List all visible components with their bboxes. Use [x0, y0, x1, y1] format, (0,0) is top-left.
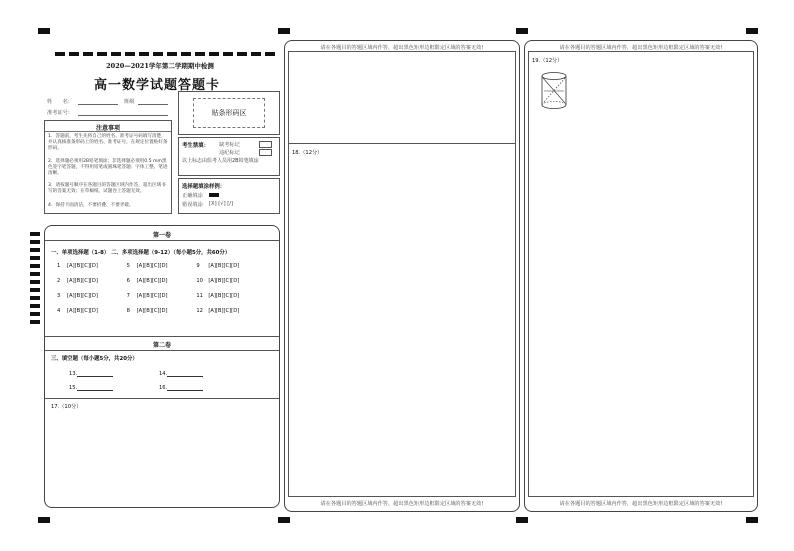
name-label: 姓 名：: [47, 99, 73, 105]
answer-panel-3: [524, 40, 758, 512]
blank-13[interactable]: 13.: [69, 371, 113, 377]
violation-checkbox[interactable]: [259, 149, 272, 156]
name-field[interactable]: [78, 104, 118, 105]
registration-mark: [746, 517, 758, 523]
answer-panel-1: [44, 225, 280, 508]
blank-16[interactable]: 16.: [159, 385, 203, 391]
class-field[interactable]: [138, 104, 168, 105]
boundary-warning-bottom: 请在各题目的答题区域内作答，超出黑色矩形边框限定区域的答案无效!: [320, 501, 484, 507]
question-19-box[interactable]: [528, 51, 754, 497]
absent-label: 缺考标记: [219, 142, 240, 148]
barcode-label: 贴条形码区: [211, 109, 247, 117]
part1-instruction: 一、单项选择题（1-8） 二、多项选择题（9-12）（每小题5分，共60分）: [51, 250, 231, 256]
notes-box: [44, 120, 172, 214]
registration-mark: [516, 517, 528, 523]
note-item: 2．选择题必须用2B铅笔填涂；非选择题必须用0.5 mm黑色签字笔答题，不得用铅笔或圆珠笔答题；字体工整、笔迹清晰。: [48, 159, 168, 176]
registration-mark: [38, 517, 50, 523]
violation-label: 违纪标记: [219, 150, 240, 156]
exam-year: 2020—2021学年第二学期期中检测: [106, 62, 214, 70]
fill-example-title: 选择题填涂样例：: [182, 184, 226, 190]
page-title: 高一数学试题答题卡: [93, 78, 220, 93]
correct-fill-mark: [209, 193, 219, 197]
notes-title: 注意事项: [95, 125, 120, 132]
choice-row[interactable]: 3 [A][B][C][D] 7 [A][B][C][D] 11 [A][B][C][D]: [57, 293, 240, 299]
correct-fill-label: 正确填涂: [182, 193, 203, 199]
status-note: 以上标志由监考人员用2B铅笔填涂: [182, 158, 259, 164]
part2-instruction: 三、填空题（每小题5分，共20分）: [51, 356, 138, 362]
status-label: 考生禁填：: [182, 143, 209, 149]
cylinder-figure: [539, 71, 569, 111]
question-17-label: 17.（10分）: [51, 404, 82, 410]
question-17-answer-area[interactable]: [47, 412, 277, 502]
exam-no-field[interactable]: [78, 115, 168, 116]
part2-title: 第二卷: [152, 342, 171, 349]
boundary-warning-bottom: 请在各题目的答题区域内作答，超出黑色矩形边框限定区域的答案无效!: [559, 501, 723, 507]
choice-row[interactable]: 4 [A][B][C][D] 8 [A][B][C][D] 12 [A][B][C][D]: [57, 308, 240, 314]
answer-panel-2: [284, 40, 520, 512]
wrong-fill-marks: [X] [√] [/]: [209, 201, 234, 207]
status-box: [178, 137, 280, 176]
choice-row[interactable]: 2 [A][B][C][D] 6 [A][B][C][D] 10 [A][B][C][D]: [57, 278, 240, 284]
wrong-fill-label: 错误填涂: [182, 202, 203, 208]
registration-mark: [278, 517, 290, 523]
registration-mark: [746, 28, 758, 34]
note-item: 3．请按题号顺序在各题目的答题区域内作答，超出区域书写的答案无效；在草稿纸、试题卷上答题无效。: [48, 183, 166, 194]
barcode-area: [178, 91, 280, 135]
part1-title: 第一卷: [152, 232, 171, 239]
registration-mark: [38, 28, 50, 34]
question-18-label: 18.（12分）: [292, 150, 323, 156]
boundary-warning-top: 请在各题目的答题区域内作答，超出黑色矩形边框限定区域的答案无效!: [559, 45, 723, 51]
registration-mark: [516, 28, 528, 34]
note-item: 1．答题前，考生先将自己的姓名、准考证号码填写清楚，并认真核准条形码上的姓名、准考证号，在规定位置贴好条形码。: [48, 134, 168, 151]
note-item: 4．保持卡面清洁，不要折叠、不要弄破。: [48, 203, 134, 208]
fill-example-box: [178, 178, 280, 214]
registration-mark: [278, 28, 290, 34]
question-19-label: 19.（12分）: [532, 58, 563, 64]
exam-no-label: 准考证号：: [47, 110, 73, 116]
question-18-box[interactable]: [288, 143, 516, 497]
answer-box-2-top[interactable]: [288, 51, 516, 144]
blank-14[interactable]: 14.: [159, 371, 203, 377]
absent-checkbox[interactable]: [259, 141, 272, 148]
boundary-warning-top: 请在各题目的答题区域内作答，超出黑色矩形边框限定区域的答案无效!: [320, 45, 484, 51]
top-dash-line: [55, 52, 280, 56]
blank-15[interactable]: 15.: [69, 385, 113, 391]
class-label: 班级: [124, 99, 135, 105]
choice-row[interactable]: 1 [A][B][C][D] 5 [A][B][C][D] 9 [A][B][C][D]: [57, 263, 240, 269]
